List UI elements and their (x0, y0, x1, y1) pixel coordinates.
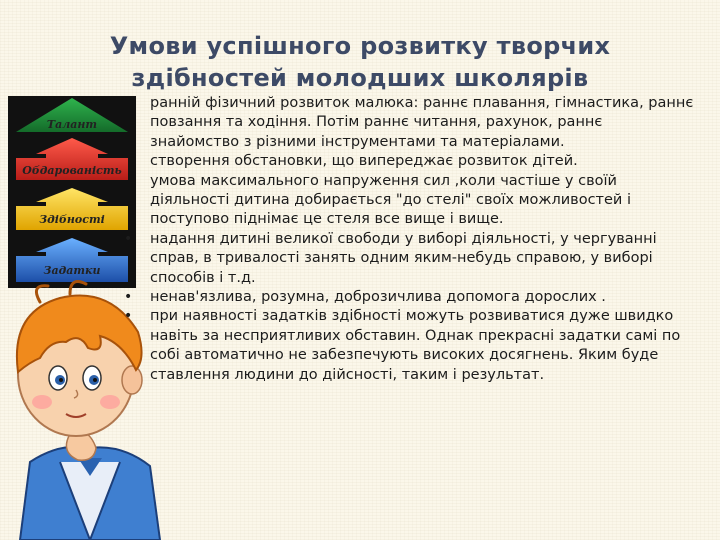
pyramid-label-talent: Талант (46, 118, 98, 131)
list-item (124, 307, 694, 385)
list-item-text: при наявності задатків здібності можуть розвиватися дуже швидко навіть за несприятливих обставин. Однак прекрасні задатки самі по собі автоматично не забезпечують високих досягнень. Яким буде ставлення людини до дійсності, таким і результат. (150, 308, 681, 383)
list-bullet: • (124, 308, 133, 325)
abilities-pyramid (8, 96, 136, 288)
slide-title (40, 30, 680, 94)
pyramid-label-abilities: Здібності (39, 213, 105, 226)
list-item (124, 230, 694, 288)
title-line: здібностей молодших школярів (131, 64, 589, 92)
list-item-text: ненав'язлива, розумна, доброзичлива допомога дорослих . (150, 289, 606, 306)
pyramid-label-giftedness: Обдарованість (22, 164, 122, 177)
list-item-text: створення обстановки, що випереджає розвиток дітей. (150, 153, 578, 170)
list-item (124, 172, 694, 230)
pyramid-label-inclinations: Задатки (43, 264, 101, 277)
list-item-text: умова максимального напруження сил ,коли частіше у своїй діяльності дитина добирається "до стелі" своїх можливостей і поступово піднімає це стеля все вище і вище. (150, 172, 631, 228)
list-item-text: ранній фізичний розвиток малюка: раннє плавання, гімнастика, раннє повзання та ходіння. Потім раннє читання, рахунок, раннє знайомство з різними інструментами та матеріалами. (150, 95, 694, 150)
list-item (124, 94, 694, 152)
title-line: Умови успішного розвитку творчих (109, 32, 611, 60)
list-item (124, 288, 694, 307)
conditions-list (124, 94, 694, 385)
list-item (124, 152, 694, 171)
list-bullet: • (124, 289, 133, 306)
list-item-text: надання дитині великої свободи у виборі діяльності, у чергуванні справ, в тривалості занять одним яким-небудь справою, у виборі способів і т.д. (150, 230, 657, 286)
list-bullet: • (124, 230, 133, 247)
